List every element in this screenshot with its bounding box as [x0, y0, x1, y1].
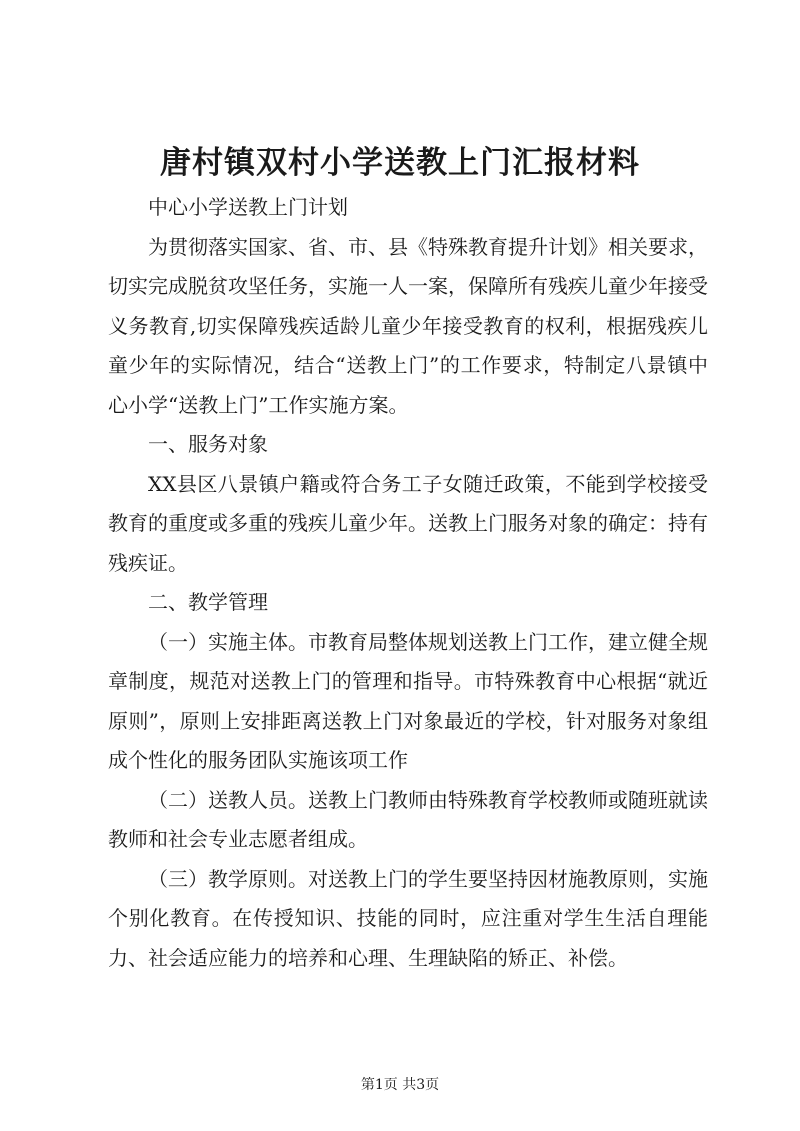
paragraph-plan-heading: 中心小学送教上门计划 [148, 195, 348, 219]
document-title: 唐村镇双村小学送教上门汇报材料 [160, 145, 640, 181]
paragraph-implementing-body: （一）实施主体。市教育局整体规划送教上门工作，建立健全规章制度，规范对送教上门的管理和指导。市特殊教育中心根据“就近原则”，原则上安排距离送教上门对象最近的学校，针对服务对象组成个性化的服务团队实施该项工作 [108, 629, 708, 772]
paragraph-teaching-principles: （三）教学原则。对送教上门的学生要坚持因材施教原则，实施个别化教育。在传授知识、技能的同时，应注重对学生生活自理能力、社会适应能力的培养和心理、生理缺陷的矫正、补偿。 [108, 866, 708, 970]
paragraph-service-targets: XX县区八景镇户籍或符合务工子女随迁政策，不能到学校接受教育的重度或多重的残疾儿童少年。送教上门服务对象的确定：持有残疾证。 [108, 471, 708, 575]
paragraph-intro: 为贯彻落实国家、省、市、县《特殊教育提升计划》相关要求，切实完成脱贫攻坚任务，实施一人一案，保障所有残疾儿童少年接受义务教育,切实保障残疾适龄儿童少年接受教育的权利，根据残疾儿童少年的实际情况，结合“送教上门”的工作要求，特制定八景镇中心小学“送教上门”工作实施方案。 [108, 234, 708, 417]
section-heading-service-targets: 一、服务对象 [148, 432, 268, 456]
section-heading-teaching-management: 二、教学管理 [148, 590, 268, 614]
document-body [108, 188, 708, 978]
page-number-footer: 第1页 共3页 [360, 1077, 440, 1093]
paragraph-teaching-staff: （二）送教人员。送教上门教师由特殊教育学校教师或随班就读教师和社会专业志愿者组成。 [108, 787, 708, 851]
